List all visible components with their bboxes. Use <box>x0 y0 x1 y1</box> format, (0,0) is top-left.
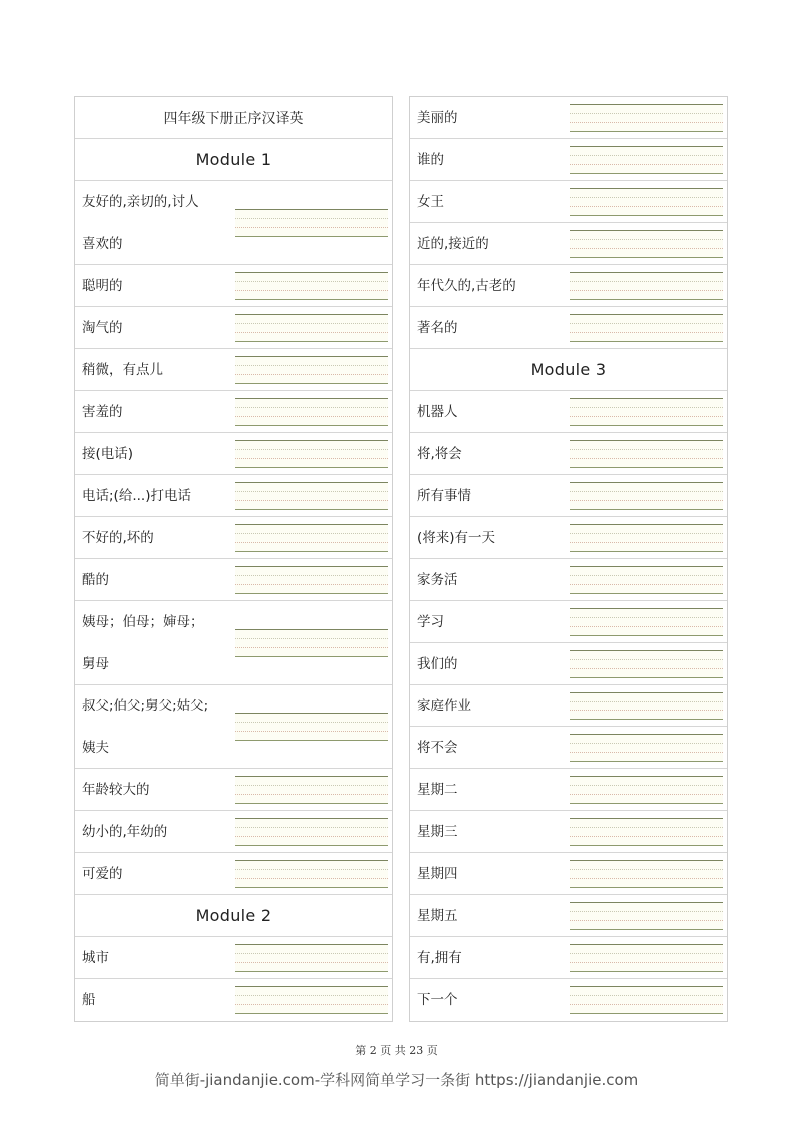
vocab-row <box>410 307 727 349</box>
chinese-term: 机器人 <box>417 404 458 420</box>
chinese-term: 酷的 <box>82 572 109 588</box>
chinese-term: 著名的 <box>417 320 458 336</box>
chinese-term: 将不会 <box>417 740 458 756</box>
worksheet-title: 四年级下册正序汉译英 <box>163 110 304 127</box>
vocab-row <box>410 811 727 853</box>
chinese-term: 接(电话) <box>82 446 134 462</box>
chinese-term: 姨母；伯母；婶母； <box>82 614 204 630</box>
english-writing-lines[interactable] <box>570 482 723 510</box>
vocab-row <box>410 937 727 979</box>
english-writing-lines[interactable] <box>570 692 723 720</box>
english-writing-lines[interactable] <box>570 860 723 888</box>
english-writing-lines[interactable] <box>570 272 723 300</box>
english-writing-lines[interactable] <box>570 986 723 1014</box>
vocab-row <box>75 181 392 265</box>
chinese-term: 淘气的 <box>82 320 123 336</box>
chinese-term: 船 <box>82 992 96 1008</box>
worksheet-title-row <box>75 97 392 139</box>
vocab-row <box>410 979 727 1021</box>
module-2-label: Module 2 <box>195 906 272 925</box>
chinese-term: 星期五 <box>417 908 458 924</box>
english-writing-lines[interactable] <box>570 608 723 636</box>
vocab-row <box>75 937 392 979</box>
english-writing-lines[interactable] <box>570 944 723 972</box>
vocab-row <box>410 643 727 685</box>
chinese-term: 可爱的 <box>82 866 123 882</box>
vocab-row <box>75 685 392 769</box>
chinese-term: 稍微，有点儿 <box>82 362 163 378</box>
page-indicator: 第 2 页 共 23 页 <box>355 1044 438 1057</box>
chinese-term-continued: 姨夫 <box>82 740 109 756</box>
chinese-term: 幼小的,年幼的 <box>82 824 168 840</box>
chinese-term: 将,将会 <box>417 446 462 462</box>
watermark-footer: 简单街-jiandanjie.com-学科网简单学习一条街 https://jiandanjie.com <box>154 1071 639 1089</box>
module-1-label: Module 1 <box>195 150 272 169</box>
chinese-term: 我们的 <box>417 656 458 672</box>
chinese-term: 星期三 <box>417 824 458 840</box>
chinese-term: 不好的,坏的 <box>82 530 154 546</box>
english-writing-lines[interactable] <box>570 902 723 930</box>
vocab-row <box>75 517 392 559</box>
vocab-row <box>75 307 392 349</box>
chinese-term: 美丽的 <box>417 110 458 126</box>
english-writing-lines[interactable] <box>570 398 723 426</box>
english-writing-lines[interactable] <box>235 398 388 426</box>
vocab-row <box>75 349 392 391</box>
chinese-term: 近的,接近的 <box>417 236 489 252</box>
english-writing-lines[interactable] <box>235 272 388 300</box>
vocab-row <box>410 853 727 895</box>
chinese-term: 星期四 <box>417 866 458 882</box>
vocab-row <box>410 475 727 517</box>
english-writing-lines[interactable] <box>235 356 388 384</box>
chinese-term: 家务活 <box>417 572 458 588</box>
english-writing-lines[interactable] <box>570 440 723 468</box>
english-writing-lines[interactable] <box>235 944 388 972</box>
chinese-term: 叔父;伯父;舅父;姑父; <box>82 698 209 714</box>
chinese-term: 女王 <box>417 194 444 210</box>
chinese-term: 家庭作业 <box>417 698 471 714</box>
vocab-row <box>410 391 727 433</box>
english-writing-lines[interactable] <box>570 104 723 132</box>
english-writing-lines[interactable] <box>570 146 723 174</box>
vocab-row <box>410 895 727 937</box>
english-writing-lines[interactable] <box>570 818 723 846</box>
module-3-label: Module 3 <box>530 360 607 379</box>
vocab-row <box>410 769 727 811</box>
chinese-term: 聪明的 <box>82 278 123 294</box>
english-writing-lines[interactable] <box>570 230 723 258</box>
english-writing-lines[interactable] <box>235 818 388 846</box>
chinese-term-continued: 舅母 <box>82 656 109 672</box>
vocab-row <box>410 727 727 769</box>
english-writing-lines[interactable] <box>235 713 388 741</box>
english-writing-lines[interactable] <box>235 314 388 342</box>
english-writing-lines[interactable] <box>235 482 388 510</box>
chinese-term: 下一个 <box>417 992 458 1008</box>
vocab-row <box>410 433 727 475</box>
english-writing-lines[interactable] <box>235 986 388 1014</box>
vocab-row <box>75 853 392 895</box>
english-writing-lines[interactable] <box>570 524 723 552</box>
vocab-row <box>410 139 727 181</box>
module-3-header <box>410 349 727 391</box>
vocab-row <box>410 559 727 601</box>
english-writing-lines[interactable] <box>570 314 723 342</box>
chinese-term: 年龄较大的 <box>82 782 150 798</box>
chinese-term: 年代久的,古老的 <box>417 278 516 294</box>
english-writing-lines[interactable] <box>235 776 388 804</box>
vocab-row <box>75 811 392 853</box>
vocab-row <box>75 265 392 307</box>
english-writing-lines[interactable] <box>235 524 388 552</box>
chinese-term: 城市 <box>82 950 109 966</box>
vocab-row <box>75 979 392 1021</box>
chinese-term-continued: 喜欢的 <box>82 236 123 252</box>
english-writing-lines[interactable] <box>570 734 723 762</box>
module-2-header <box>75 895 392 937</box>
english-writing-lines[interactable] <box>235 209 388 237</box>
english-writing-lines[interactable] <box>235 629 388 657</box>
vocab-row <box>410 223 727 265</box>
english-writing-lines[interactable] <box>235 566 388 594</box>
vocab-row <box>410 97 727 139</box>
vocab-row <box>75 433 392 475</box>
vocab-row <box>75 475 392 517</box>
chinese-term: (将来)有一天 <box>417 530 496 546</box>
vocab-row <box>75 601 392 685</box>
vocab-row <box>410 685 727 727</box>
vocab-row <box>410 517 727 559</box>
english-writing-lines[interactable] <box>570 650 723 678</box>
chinese-term: 友好的,亲切的,讨人 <box>82 194 199 210</box>
module-1-header <box>75 139 392 181</box>
chinese-term: 学习 <box>417 614 444 630</box>
chinese-term: 有,拥有 <box>417 950 462 966</box>
vocab-row <box>75 559 392 601</box>
english-writing-lines[interactable] <box>235 440 388 468</box>
chinese-term: 电话;(给...)打电话 <box>82 488 191 504</box>
english-writing-lines[interactable] <box>570 776 723 804</box>
vocab-row <box>410 265 727 307</box>
chinese-term: 星期二 <box>417 782 458 798</box>
english-writing-lines[interactable] <box>235 860 388 888</box>
vocab-row <box>75 769 392 811</box>
chinese-term: 害羞的 <box>82 404 123 420</box>
right-vocab-table <box>409 96 728 1022</box>
left-vocab-table <box>74 96 393 1022</box>
chinese-term: 所有事情 <box>417 488 471 504</box>
vocab-row <box>410 601 727 643</box>
english-writing-lines[interactable] <box>570 566 723 594</box>
english-writing-lines[interactable] <box>570 188 723 216</box>
chinese-term: 谁的 <box>417 152 444 168</box>
vocab-row <box>410 181 727 223</box>
vocab-row <box>75 391 392 433</box>
